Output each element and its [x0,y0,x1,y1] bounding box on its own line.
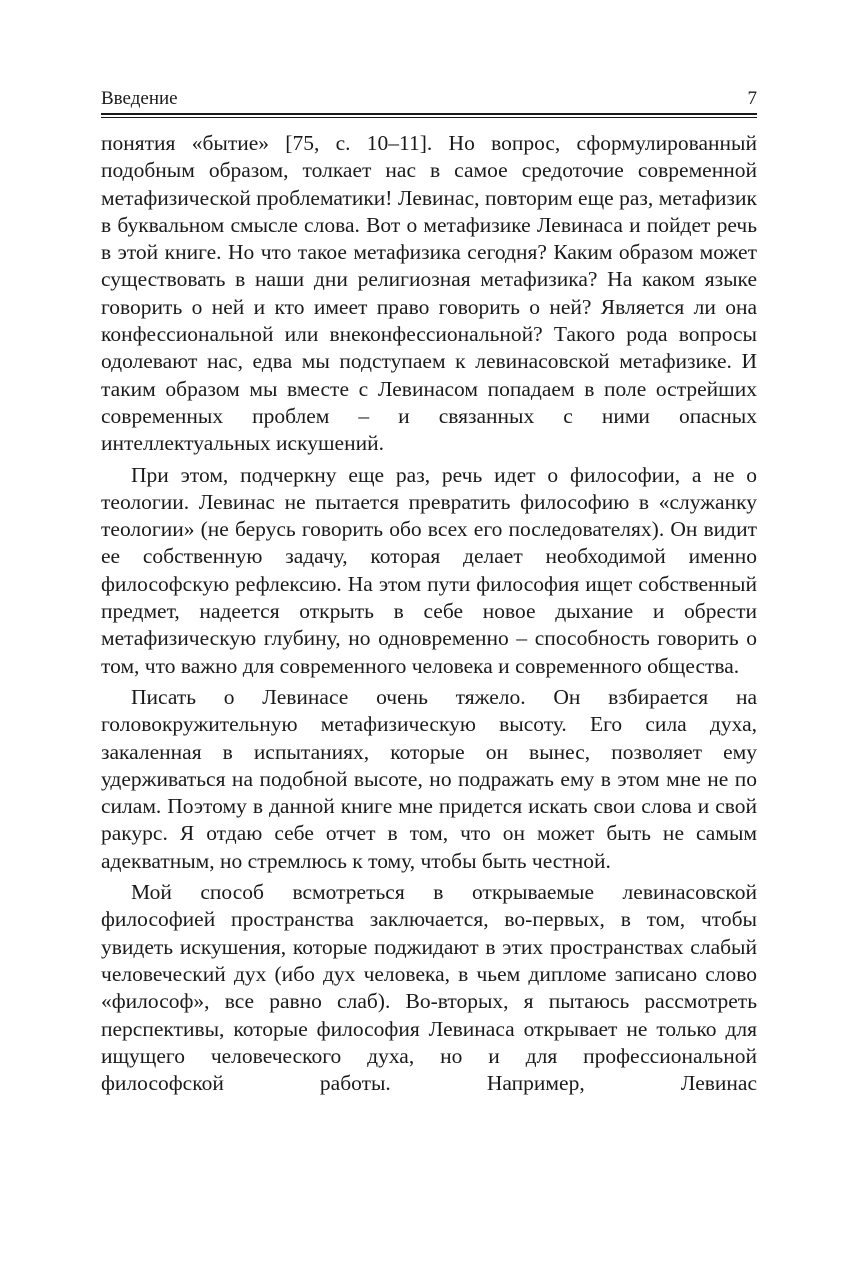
page-number: 7 [747,88,757,109]
section-title: Введение [101,88,178,109]
body-text [101,130,757,1097]
paragraph: Мой способ всмотреться в открываемые левинасовской философией пространства заключается, во-первых, в том, чтобы увидеть искушения, которые поджидают в этих пространствах слабый человеческий дух (ибо дух человека, в чьем дипломе записано слово «философ», все равно слаб). Во-вторых, я пытаюсь рассмотреть перспективы, которые философия Левинаса открывает не только для ищущего человеческого духа, но и для профессиональной философской работы. Например, Левинас [101,880,757,1096]
header-rule-thin [101,117,757,118]
book-page [101,84,757,1097]
paragraph: Писать о Левинасе очень тяжело. Он взбирается на головокружительную метафизическую высоту. Его сила духа, закаленная в испытаниях, которые он вынес, позволяет ему удерживаться на подобной высоте, но подражать ему в этом мне не по силам. Поэтому в данной книге мне придется искать свои слова и свой ракурс. Я отдаю себе отчет в том, что он может быть не самым адекватным, но стремлюсь к тому, чтобы быть честной. [101,684,757,873]
running-header [101,84,757,110]
paragraph: При этом, подчеркну еще раз, речь идет о философии, а не о теологии. Левинас не пытается превратить философию в «служанку теологии» (не берусь говорить обо всех его последователях). Он видит ее собственную задачу, которая делает необходимой именно философскую рефлексию. На этом пути философия ищет собственный предмет, надеется открыть в себе новое дыхание и обрести метафизическую глубину, но одновременно – способность говорить о том, что важно для современного человека и современного общества. [101,462,757,678]
paragraph: понятия «бытие» [75, с. 10–11]. Но вопрос, сформулированный подобным образом, толкает нас в самое средоточие современной метафизической проблематики! Левинас, повторим еще раз, метафизик в буквальном смысле слова. Вот о метафизике Левинаса и пойдет речь в этой книге. Но что такое метафизика сегодня? Каким образом может существовать в наши дни религиозная метафизика? На каком языке говорить о ней и кто имеет право говорить о ней? Является ли она конфессиональной или внеконфессиональной? Такого рода вопросы одолевают нас, едва мы подступаем к левинасовской метафизике. И таким образом мы вместе с Левинасом попадаем в поле острейших современных проблем – и связанных с ними опасных интеллектуальных искушений. [101,131,757,456]
header-rule-thick [101,113,757,115]
